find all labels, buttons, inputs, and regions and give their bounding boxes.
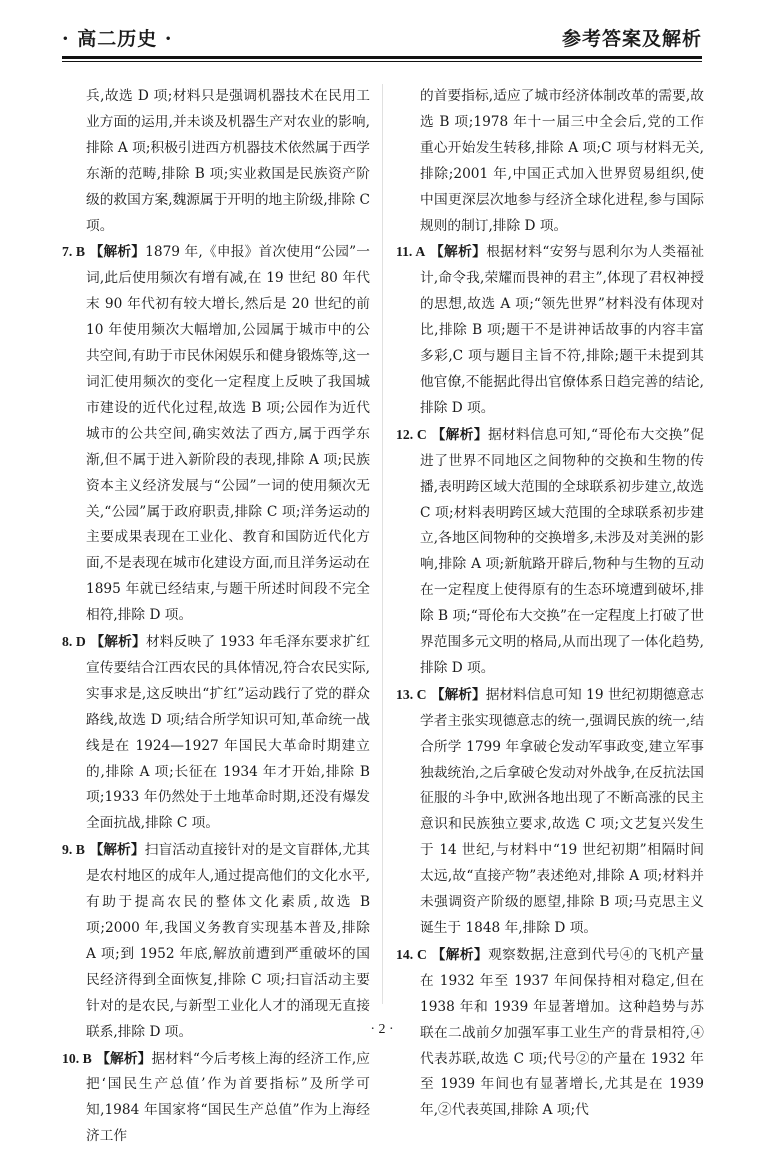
answer-number: 14. C: [396, 946, 427, 962]
column-divider: [382, 84, 383, 1004]
analysis-tag: 【解析】: [430, 244, 487, 261]
answer-item-7: [62, 239, 370, 629]
answer-item-10: [62, 1046, 370, 1150]
answer-text: 观察数据,注意到代号④的飞机产量在 1932 年至 1937 年间保持相对稳定,但在 1938 年和 1939 年显著增加。这种趋势与苏联在二战前夕加强军事工业生产的背景相符,④代表苏联,故选 C 项;代号②的产量在 1932 年至 1939 年间也有显著增长,尤其是在 1939 年,②代表英国,排除 A 项;代: [420, 946, 704, 1119]
answer-text: 扫盲活动直接针对的是文盲群体,尤其是农村地区的成年人,通过提高他们的文化水平,有助于提高农民的整体文化素质,故选 B 项;2000 年,我国义务教育实现基本普及,排除 A 项;到 1952 年底,解放前遭到严重破坏的国民经济得到全面恢复,排除 C 项;扫盲活动主要针对的是农民,与新型工业化人才的涌现无直接联系,排除 D 项。: [86, 842, 370, 1040]
header-subject: · 高二历史 ·: [62, 28, 173, 50]
header-rule-thick: [62, 56, 702, 59]
answer-text: 据材料信息可知 19 世纪初期德意志学者主张实现德意志的统一,强调民族的统一,结合所学 1799 年拿破仑发动军事政变,建立军事独裁统治,之后拿破仑发动对外战争,在反抗法国征服的斗争中,欧洲各地出现了不断高涨的民主意识和民族独立要求,故选 C 项;文艺复兴发生于 14 世纪,与材料中“19 世纪初期”相隔时间太远,故“直接产物”表述绝对,排除 A 项;材料并未强调资产阶级的愿望,排除 B 项;马克思主义诞生于 1848 年,排除 D 项。: [420, 686, 704, 936]
answer-number: 8. D: [62, 634, 86, 650]
analysis-tag: 【解析】: [431, 946, 489, 963]
page-number: · 2 ·: [370, 1022, 394, 1037]
analysis-tag: 【解析】: [96, 1050, 152, 1067]
right-column: [396, 84, 704, 1124]
answer-number: 10. B: [62, 1050, 92, 1066]
answer-text: 据材料“今后考核上海的经济工作,应把‘国民生产总值’作为首要指标”及所学可知,1984 年国家将“国民生产总值”作为上海经济工作: [86, 1050, 370, 1145]
answer-number: 11. A: [396, 244, 426, 260]
answer-number: 12. C: [396, 426, 427, 442]
answer-text: 材料反映了 1933 年毛泽东要求扩红宣传要结合江西农民的具体情况,符合农民实际,实事求是,这反映出“扩红”运动践行了党的群众路线,故选 D 项;结合所学知识可知,革命统一战线是在 1924—1927 年国民大革命时期建立的,排除 A 项;长征在 1934 年才开始,排除 B 项;1933 年仍然处于土地革命时期,还没有爆发全面抗战,排除 C 项。: [86, 634, 370, 832]
answer-text: 1879 年,《申报》首次使用“公园”一词,此后使用频次有增有减,在 19 世纪 80 年代末 90 年代初有较大增长,然后是 20 世纪的前 10 年使用频次大幅增加,公园属于城市中的公共空间,有助于市民休闲娱乐和健身锻炼等,这一词汇使用频次的变化一定程度上反映了我国城市建设的近代化过程,故选 B 项;公园作为近代城市的公共空间,确实效法了西方,属于西学东渐,但不属于进入新阶段的表现,排除 A 项;民族资本主义经济发展与“公园”一词的使用频次无关,“公园”属于政府职责,排除 C 项;洋务运动的主要成果表现在工业化、教育和国防近代化方面,不是表现在城市化建设方面,而且洋务运动在 1895 年就已经结束,与题干所述时间段不完全相符,排除 D 项。: [86, 244, 370, 624]
answer-item-9: [62, 837, 370, 1045]
answer-item-12: [396, 422, 704, 682]
answer-item-13: [396, 682, 704, 942]
answer-number: 9. B: [62, 842, 85, 858]
answer-item-11: [396, 239, 704, 421]
analysis-tag: 【解析】: [430, 686, 486, 703]
analysis-tag: 【解析】: [89, 842, 145, 859]
analysis-tag: 【解析】: [90, 634, 146, 651]
answer-continuation: 的首要指标,适应了城市经济体制改革的需要,故选 B 项;1978 年十一届三中全会后,党的工作重心开始发生转移,排除 A 项;C 项与材料无关,排除;2001 年,中国正式加入世界贸易组织,使中国更深层次地参与经济全球化进程,参与国际规则的制订,排除 D 项。: [420, 88, 704, 234]
header-rule-thin: [62, 61, 702, 62]
header-title: 参考答案及解析: [561, 28, 702, 50]
page-header: [62, 18, 702, 54]
answer-text: 根据材料“安努与恩利尔为人类福祉计,命令我,荣耀而畏神的君主”,体现了君权神授的思想,故选 A 项;“领先世界”材料没有体现对比,排除 B 项;题干不是讲神话故事的内容丰富多彩,C 项与题目主旨不符,排除;题干未提到其他官僚,不能据此得出官僚体系日趋完善的结论,排除 D 项。: [420, 244, 704, 416]
left-column: [62, 84, 370, 1150]
answer-continuation: 兵,故选 D 项;材料只是强调机器技术在民用工业方面的运用,并未谈及机器生产对农业的影响,排除 A 项;积极引进西方机器技术依然属于西学东渐的范畴,排除 B 项;实业救国是民族资产阶级的救国方案,魏源属于开明的地主阶级,排除 C 项。: [86, 88, 370, 234]
answer-text: 据材料信息可知,“哥伦布大交换”促进了世界不同地区之间物种的交换和生物的传播,表明跨区域大范围的全球联系初步建立,故选 C 项;材料表明跨区域大范围的全球联系初步建立,各地区间物种的交换增多,未涉及对美洲的影响,排除 A 项;新航路开辟后,物种与生物的互动在一定程度上使得原有的生态环境遭到破坏,排除 B 项;“哥伦布大交换”在一定程度上打破了世界范围多元文明的格局,从而出现了一体化趋势,排除 D 项。: [420, 426, 704, 676]
answer-number: 7. B: [62, 244, 86, 260]
answer-number: 13. C: [396, 686, 427, 702]
answer-item-8: [62, 629, 370, 837]
analysis-tag: 【解析】: [431, 426, 488, 443]
analysis-tag: 【解析】: [89, 244, 146, 261]
